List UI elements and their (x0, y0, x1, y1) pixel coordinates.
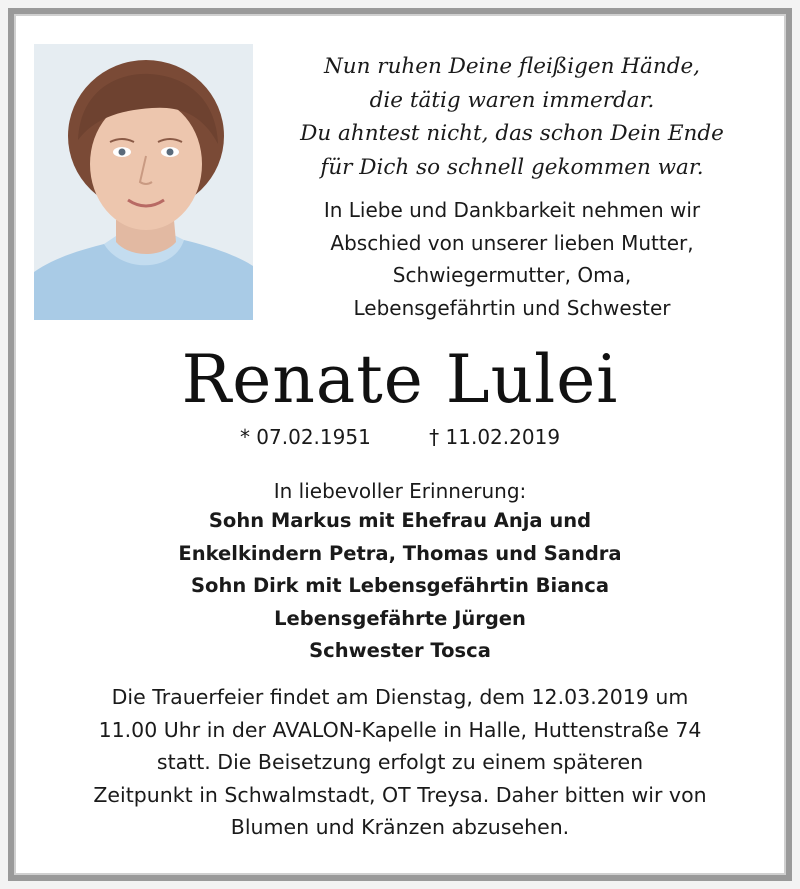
life-dates (0, 422, 800, 452)
poem-line: für Dich so schnell gekommen war. (320, 154, 704, 180)
poem-line: Du ahntest nicht, das schon Dein Ende (300, 121, 724, 146)
birth-date: * 07.02.1951 (239, 425, 371, 449)
notice-line: 11.00 Uhr in der AVALON-Kapelle in Halle, Huttenstraße 74 (98, 717, 702, 742)
family-list (0, 505, 800, 668)
memorial-label: In liebevoller Erinnerung: (273, 479, 527, 503)
intro-line: Abschied von unserer lieben Mutter, (330, 230, 694, 255)
poem-line: die tätig waren immerdar. (369, 87, 655, 113)
family-member: Lebensgefährte Jürgen (274, 606, 526, 630)
notice-line: Die Trauerfeier findet am Dienstag, dem 12.03.2019 um (111, 685, 689, 709)
portrait-photo (34, 44, 253, 320)
family-member: Sohn Markus mit Ehefrau Anja und (208, 509, 592, 532)
notice-line: statt. Die Beisetzung erfolgt zu einem späteren (156, 750, 644, 774)
farewell-intro (262, 194, 762, 324)
memorial-poem (262, 50, 762, 184)
intro-line: Lebensgefährtin und Schwester (353, 295, 671, 320)
intro-line: In Liebe und Dankbarkeit nehmen wir (323, 198, 701, 222)
family-member: Enkelkindern Petra, Thomas und Sandra (178, 541, 622, 565)
death-date: † 11.02.2019 (429, 425, 561, 449)
family-member: Schwester Tosca (309, 639, 491, 662)
funeral-notice (0, 681, 800, 844)
notice-line: Blumen und Kränzen abzusehen. (230, 815, 570, 839)
family-member: Sohn Dirk mit Lebensgefährtin Bianca (191, 574, 609, 597)
deceased-name: Renate Lulei (181, 341, 619, 418)
intro-line: Schwiegermutter, Oma, (392, 263, 632, 287)
notice-line: Zeitpunkt in Schwalmstadt, OT Treysa. Daher bitten wir von (93, 782, 707, 807)
poem-line: Nun ruhen Deine fleißigen Hände, (323, 54, 701, 79)
